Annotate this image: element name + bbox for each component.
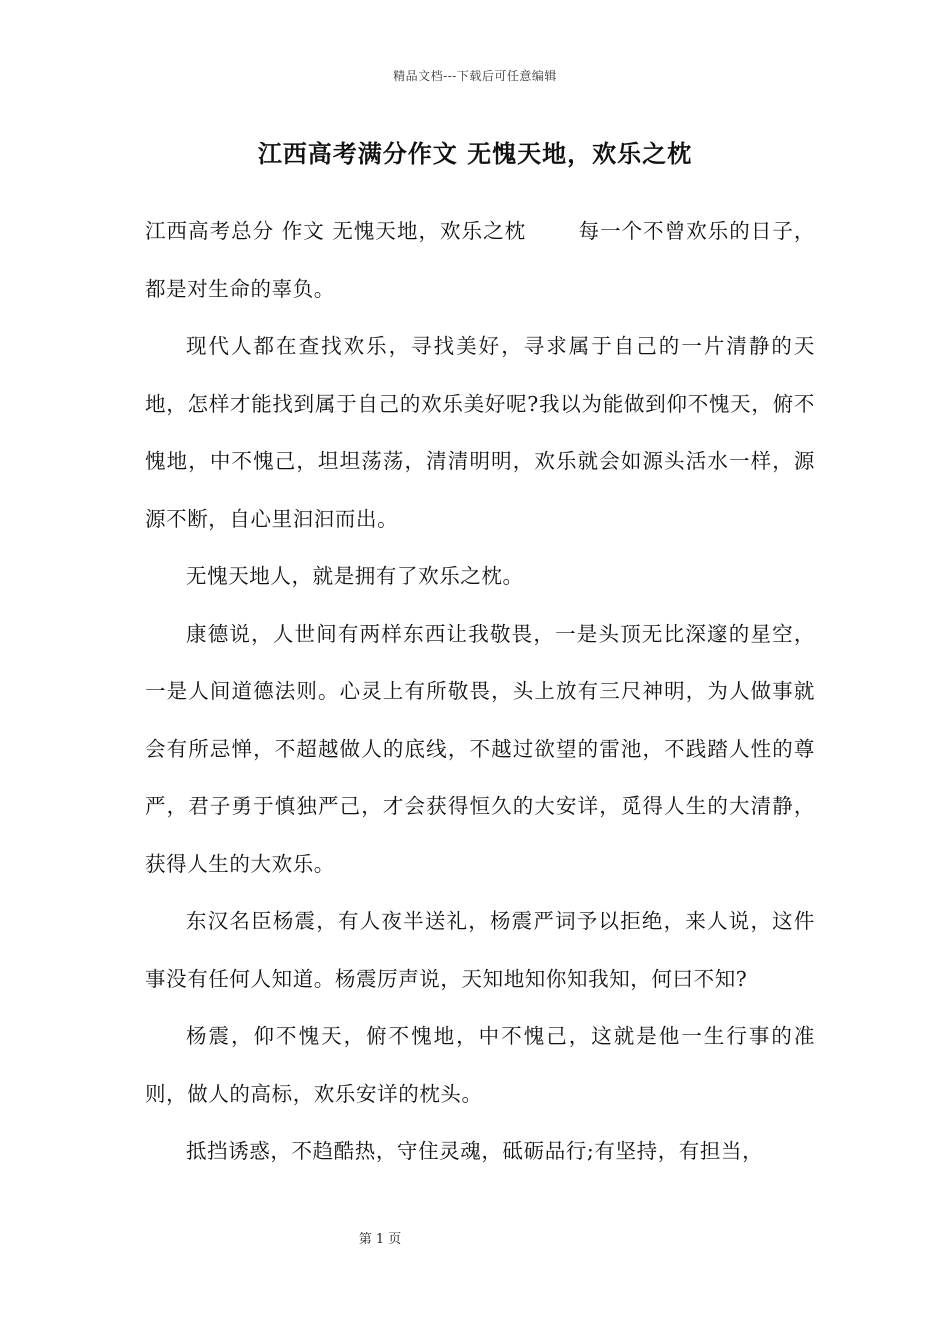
header-note: 精品文档---下载后可任意编辑	[393, 69, 557, 83]
body-paragraph: 康德说，人世间有两样东西让我敬畏，一是头顶无比深邃的星空，一是人间道德法则。心灵上有所敬畏，头上放有三尺神明，为人做事就会有所忌惮，不超越做人的底线，不越过欲望的雷池，不践踏人性的尊严，君子勇于慎独严己，才会获得恒久的大安详，觅得人生的大清静，获得人生的大欢乐。	[145, 621, 815, 876]
intro-opening-text: 每一个不曾欢乐的日子，都是对生命的辜负。	[145, 219, 815, 301]
intro-heading-text: 江西高考总分 作文 无愧天地，欢乐之枕	[145, 219, 527, 243]
body-paragraph: 抵挡诱惑，不趋酷热，守住灵魂，砥砺品行;有坚持，有担当，	[186, 1139, 764, 1163]
document-title: 江西高考满分作文 无愧天地，欢乐之枕	[257, 139, 693, 168]
intro-paragraph	[145, 203, 815, 318]
body-paragraph: 杨震，仰不愧天，俯不愧地，中不愧己，这就是他一生行事的准则，做人的高标，欢乐安详的枕头。	[145, 1024, 815, 1106]
document-body	[145, 203, 815, 1181]
body-paragraph: 现代人都在查找欢乐，寻找美好，寻求属于自己的一片清静的天地，怎样才能找到属于自己的欢乐美好呢?我以为能做到仰不愧天，俯不愧地，中不愧己，坦坦荡荡，清清明明，欢乐就会如源头活水一样，源源不断，自心里汩汩而出。	[145, 334, 815, 531]
page-number: 第 1 页	[358, 1232, 402, 1247]
body-paragraph: 无愧天地人，就是拥有了欢乐之枕。	[186, 564, 524, 588]
body-paragraph: 东汉名臣杨震，有人夜半送礼，杨震严词予以拒绝，来人说，这件事没有任何人知道。杨震厉声说，天知地知你知我知，何曰不知?	[145, 909, 815, 991]
